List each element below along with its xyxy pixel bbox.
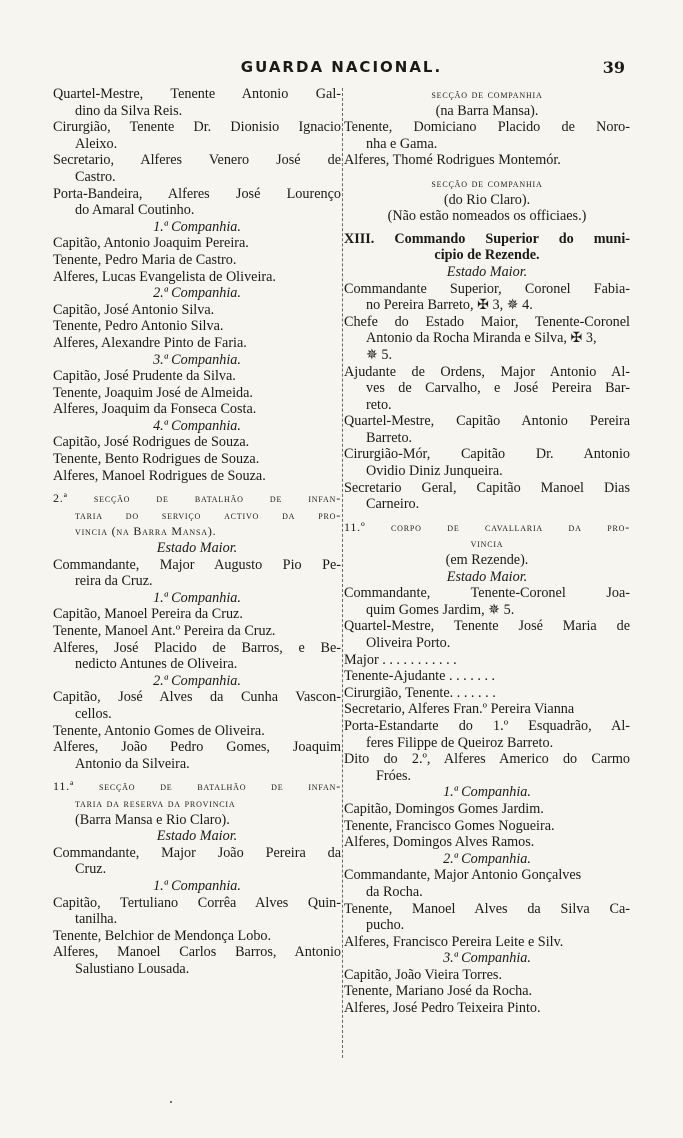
text-line: Alferes, João Pedro Gomes, Joaquim bbox=[53, 739, 341, 756]
text-line: secção de companhia bbox=[431, 87, 543, 101]
text-line: 11.ª secção de batalhão de infan- bbox=[53, 779, 341, 794]
text-line: Major . . . . . . . . . . . bbox=[344, 651, 457, 668]
text-line: Carneiro. bbox=[366, 496, 420, 513]
text-line: Antonio da Rocha Miranda e Silva, ✠ 3, bbox=[366, 330, 597, 347]
text-line: Alferes, Thomé Rodrigues Montemór. bbox=[344, 152, 561, 169]
text-line: 2.ª Companhia. bbox=[443, 850, 531, 867]
text-line: da Rocha. bbox=[366, 883, 423, 900]
text-line: Quartel-Mestre, Tenente Antonio Gal- bbox=[53, 86, 341, 102]
text-line: Cirurgião, Tenente Dr. Dionisio Ignacio bbox=[53, 119, 341, 136]
text-line: (do Rio Claro). bbox=[443, 191, 531, 208]
text-line: Cirurgião-Mór, Capitão Dr. Antonio bbox=[344, 446, 630, 463]
text-line: secção de companhia bbox=[431, 175, 543, 190]
text-line: Tenente, Manoel Ant.º Pereira da Cruz. bbox=[53, 623, 276, 639]
text-line: Oliveira Porto. bbox=[366, 635, 451, 651]
text-line: Estado Maior. bbox=[156, 828, 238, 845]
text-line: 3.ª Companhia. bbox=[153, 351, 241, 368]
text-line: Quartel-Mestre, Tenente José Maria de bbox=[344, 618, 630, 635]
text-line: Secretario Geral, Capitão Manoel Dias bbox=[344, 479, 630, 496]
text-line: Commandante, Major Antonio Gonçalves bbox=[344, 867, 582, 884]
text-line: Tenente, Pedro Maria de Castro. bbox=[53, 251, 237, 268]
text-line: Quartel-Mestre, Capitão Antonio Pereira bbox=[344, 413, 630, 430]
text-line: cipio de Rezende. bbox=[434, 247, 540, 264]
text-line: dino da Silva Reis. bbox=[75, 102, 183, 119]
text-line: 1.ª Companhia. bbox=[443, 784, 531, 801]
text-line: Commandante, Tenente-Coronel Joa- bbox=[344, 585, 630, 602]
text-line: ✵ 5. bbox=[366, 346, 393, 363]
text-line: Alferes, José Pedro Teixeira Pinto. bbox=[344, 1000, 541, 1017]
text-line: Capitão, Tertuliano Corrêa Alves Quin- bbox=[53, 894, 341, 911]
text-line: Alferes, José Placido de Barros, e Be- bbox=[53, 639, 341, 656]
text-line: Tenente, Joaquim José de Almeida. bbox=[53, 384, 253, 401]
text-line: Estado Maior. bbox=[156, 540, 238, 557]
text-line: Tenente, Francisco Gomes Nogueira. bbox=[344, 817, 555, 834]
text-line: Tenente, Pedro Antonio Silva. bbox=[53, 318, 224, 335]
text-line: taria da reserva da provincia bbox=[75, 795, 236, 810]
text-line: Ajudante de Ordens, Major Antonio Al- bbox=[344, 363, 630, 380]
text-line: vincia bbox=[470, 536, 504, 551]
text-line: Capitão, João Vieira Torres. bbox=[344, 966, 502, 983]
right-column bbox=[344, 86, 630, 1017]
text-line: nha e Gama. bbox=[366, 135, 438, 152]
text-line: 1.ª Companhia. bbox=[153, 589, 241, 606]
text-line: Alferes, Manoel Rodrigues de Souza. bbox=[53, 467, 266, 484]
text-line: Capitão, Domingos Gomes Jardim. bbox=[344, 800, 544, 817]
text-line: (em Rezende). bbox=[445, 552, 529, 569]
text-line: 2.ª Companhia. bbox=[153, 672, 241, 689]
text-line: 3.ª Companhia. bbox=[443, 950, 531, 967]
text-line: XIII. Commando Superior do muni- bbox=[344, 230, 630, 247]
text-line: 2.ª Companhia. bbox=[153, 285, 241, 302]
text-line: (na Barra Mansa). bbox=[435, 102, 539, 119]
text-line: pucho. bbox=[366, 917, 405, 934]
text-line: Tenente, Domiciano Placido de Noro- bbox=[344, 119, 630, 136]
text-line: Estado Maior. bbox=[446, 568, 528, 585]
text-line: Chefe do Estado Maior, Tenente-Coronel bbox=[344, 313, 630, 330]
text-line: Dito do 2.º, Alferes Americo do Carmo bbox=[344, 751, 630, 768]
text-line: Tenente-Ajudante . . . . . . . bbox=[344, 668, 496, 685]
text-line: (Barra Mansa e Rio Claro). bbox=[75, 811, 230, 828]
text-line: Cirurgião, Tenente. . . . . . . bbox=[344, 684, 496, 701]
text-line: quim Gomes Jardim, ✵ 5. bbox=[366, 601, 515, 618]
text-line: Cruz. bbox=[75, 861, 107, 878]
running-title: GUARDA NACIONAL. bbox=[240, 58, 443, 76]
text-line: nedicto Antunes de Oliveira. bbox=[75, 656, 238, 673]
text-line: Porta-Bandeira, Alferes José Lourenço bbox=[53, 185, 341, 202]
text-line: 2.ª secção de batalhão de infan- bbox=[53, 491, 341, 506]
text-line: Commandante, Major Augusto Pio Pe- bbox=[53, 556, 341, 573]
text-line: Secretario, Alferes Venero José de bbox=[53, 152, 341, 169]
text-line: Porta-Estandarte do 1.º Esquadrão, Al- bbox=[344, 717, 630, 734]
text-line: Capitão, José Prudente da Silva. bbox=[53, 368, 236, 385]
text-line: feres Filippe de Queiroz Barreto. bbox=[366, 734, 554, 751]
text-line: Antonio da Silveira. bbox=[75, 755, 190, 772]
text-line: cellos. bbox=[75, 705, 112, 722]
text-line: Aleixo. bbox=[75, 135, 118, 152]
page-header bbox=[0, 58, 683, 82]
text-line: Estado Maior. bbox=[446, 263, 528, 280]
text-line: Tenente, Manoel Alves da Silva Ca- bbox=[344, 900, 630, 917]
page-number: 39 bbox=[602, 58, 625, 77]
text-line: reira da Cruz. bbox=[75, 573, 153, 590]
left-column bbox=[53, 86, 341, 977]
stray-mark bbox=[170, 1101, 172, 1103]
text-line: Tenente, Antonio Gomes de Oliveira. bbox=[53, 722, 265, 739]
text-line: Commandante Superior, Coronel Fabia- bbox=[344, 280, 630, 297]
text-line: Alferes, Manoel Carlos Barros, Antonio bbox=[53, 944, 341, 961]
text-line: Fróes. bbox=[376, 767, 412, 784]
text-line: Tenente, Belchior de Mendonça Lobo. bbox=[53, 927, 272, 944]
text-line: Ovidio Diniz Junqueira. bbox=[366, 463, 503, 480]
text-line: vincia (na Barra Mansa). bbox=[75, 524, 217, 539]
text-line: Capitão, Antonio Joaquim Pereira. bbox=[53, 235, 249, 252]
text-line: Alferes, Francisco Pereira Leite e Silv. bbox=[344, 933, 564, 950]
text-line: Capitão, Manoel Pereira da Cruz. bbox=[53, 606, 243, 623]
text-line: do Amaral Coutinho. bbox=[75, 202, 195, 219]
text-line: Castro. bbox=[75, 168, 116, 185]
text-line: Salustiano Lousada. bbox=[75, 960, 190, 977]
text-line: Tenente, Bento Rodrigues de Souza. bbox=[53, 451, 260, 468]
text-line: 11.º corpo de cavallaria da pro- bbox=[344, 519, 630, 534]
text-line: tanilha. bbox=[75, 911, 118, 928]
text-line: Secretario, Alferes Fran.º Pereira Vianna bbox=[344, 701, 575, 718]
text-line: Capitão, José Rodrigues de Souza. bbox=[53, 434, 250, 451]
text-line: reto. bbox=[366, 396, 392, 413]
text-line: no Pereira Barreto, ✠ 3, ✵ 4. bbox=[366, 297, 533, 314]
text-line: 1.ª Companhia. bbox=[153, 877, 241, 894]
text-line: Alferes, Domingos Alves Ramos. bbox=[344, 834, 535, 851]
text-line: Tenente, Mariano José da Rocha. bbox=[344, 983, 533, 1000]
column-divider bbox=[342, 88, 343, 1058]
text-line: 4.ª Companhia. bbox=[153, 417, 241, 434]
text-line: Capitão, José Antonio Silva. bbox=[53, 301, 215, 318]
text-line: taria do serviço activo da pro- bbox=[75, 507, 341, 522]
text-line: ves de Carvalho, e José Pereira Bar- bbox=[366, 380, 630, 397]
text-line: Capitão, José Alves da Cunha Vascon- bbox=[53, 689, 341, 706]
text-line: (Não estão nomeados os officiaes.) bbox=[387, 208, 587, 225]
text-line: Alferes, Joaquim da Fonseca Costa. bbox=[53, 401, 257, 418]
text-line: 1.ª Companhia. bbox=[153, 218, 241, 235]
text-line: Barreto. bbox=[366, 429, 413, 446]
text-line: Alferes, Lucas Evangelista de Oliveira. bbox=[53, 268, 276, 285]
text-line: Alferes, Alexandre Pinto de Faria. bbox=[53, 334, 247, 351]
text-line: Commandante, Major João Pereira da bbox=[53, 844, 341, 861]
